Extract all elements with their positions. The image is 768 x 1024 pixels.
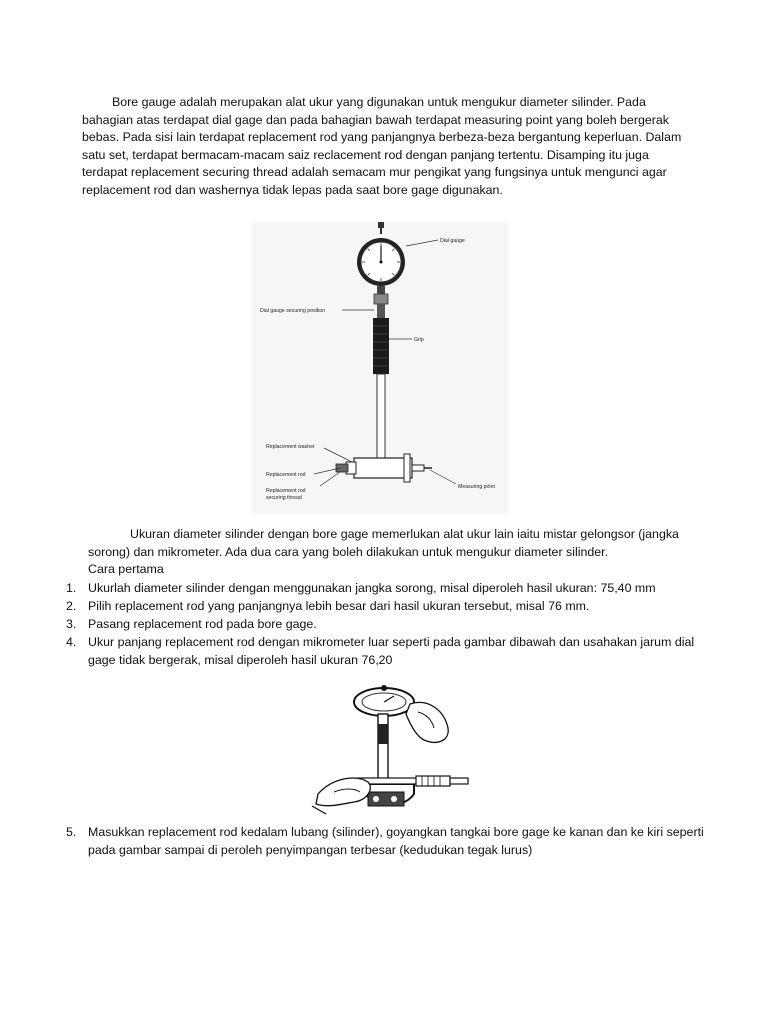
step-text: Masukkan replacement rod kedalam lubang (silinder), goyangkan tangkai bore gage ke kanan dan ke kiri seperti pada gambar sampai di peroleh penyimpangan terbesar (kedudukan tegak lurus) xyxy=(88,825,704,857)
bore-gauge-diagram xyxy=(252,222,508,514)
measuring-head xyxy=(354,458,412,478)
micrometer-thimble xyxy=(416,776,450,786)
grip-handle xyxy=(373,318,389,374)
step-number: 4. xyxy=(66,635,77,649)
top-knob xyxy=(378,222,384,228)
method-heading: Cara pertama xyxy=(88,562,164,576)
step-item-3 xyxy=(66,616,706,634)
label-washer: Replacement washer xyxy=(266,444,315,450)
step-text: Pasang replacement rod pada bore gage. xyxy=(88,617,317,631)
securing-collar xyxy=(374,294,388,304)
label-securing-position: Dial gauge securing position xyxy=(260,308,326,314)
intro-text: Bore gauge adalah merupakan alat ukur yang digunakan untuk mengukur diameter silinder. Pada bahagian atas terdapat dial gage dan pada bahagian bawah terdapat measuring point yang boleh bergerak bebas. Pada sisi lain terdapat replacement rod yang panjangnya berbeza-beza bergantung keperluan. Dalam satu set, terdapat bermacam-macam saiz reclacement rod dengan panjang tertentu. Disamping itu juga terdapat replacement securing thread adalah semacam mur pengikat yang fungsinya untuk mengunci agar replacement rod dan washernya tidak lepas pada saat bore gage digunakan. xyxy=(82,95,682,197)
step-item-1 xyxy=(66,580,706,598)
intro-paragraph xyxy=(82,94,692,199)
label-measuring-point: Measuring point xyxy=(458,484,495,490)
label-dial-gauge: Dial gauge xyxy=(440,238,465,244)
step-item-4 xyxy=(66,634,706,669)
shaft xyxy=(377,374,385,460)
micrometer-illustration xyxy=(298,684,476,818)
steps-list xyxy=(66,580,706,670)
step-number: 2. xyxy=(66,599,77,613)
step-number: 1. xyxy=(66,581,77,595)
step-number: 5. xyxy=(66,825,77,839)
label-thread-2: securing thread xyxy=(266,495,302,501)
label-thread-1: Replacement rod xyxy=(266,488,306,494)
label-rod: Replacement rod xyxy=(266,472,306,478)
second-paragraph xyxy=(88,526,692,579)
step-item-5 xyxy=(66,824,706,859)
micrometer-figure xyxy=(298,684,476,818)
step-number: 3. xyxy=(66,617,77,631)
label-grip: Grip xyxy=(414,337,424,343)
second-text: Ukuran diameter silinder dengan bore gage memerlukan alat ukur lain iaitu mistar gelongsor (jangka sorong) dan mikrometer. Ada dua cara yang boleh dilakukan untuk mengukur diameter silinder. xyxy=(88,527,679,559)
bore-gauge-figure xyxy=(252,222,508,514)
step-item-2 xyxy=(66,598,706,616)
step-text: Pilih replacement rod yang panjangnya lebih besar dari hasil ukuran tersebut, misal 76 mm. xyxy=(88,599,590,613)
thread-part xyxy=(336,464,348,472)
step-text: Ukur panjang replacement rod dengan mikrometer luar seperti pada gambar dibawah dan usahakan jarum dial gage tidak bergerak, misal diperoleh hasil ukuran 76,20 xyxy=(88,635,695,667)
step-text: Ukurlah diameter silinder dengan menggunakan jangka sorong, misal diperoleh hasil ukuran: 75,40 mm xyxy=(88,581,656,595)
